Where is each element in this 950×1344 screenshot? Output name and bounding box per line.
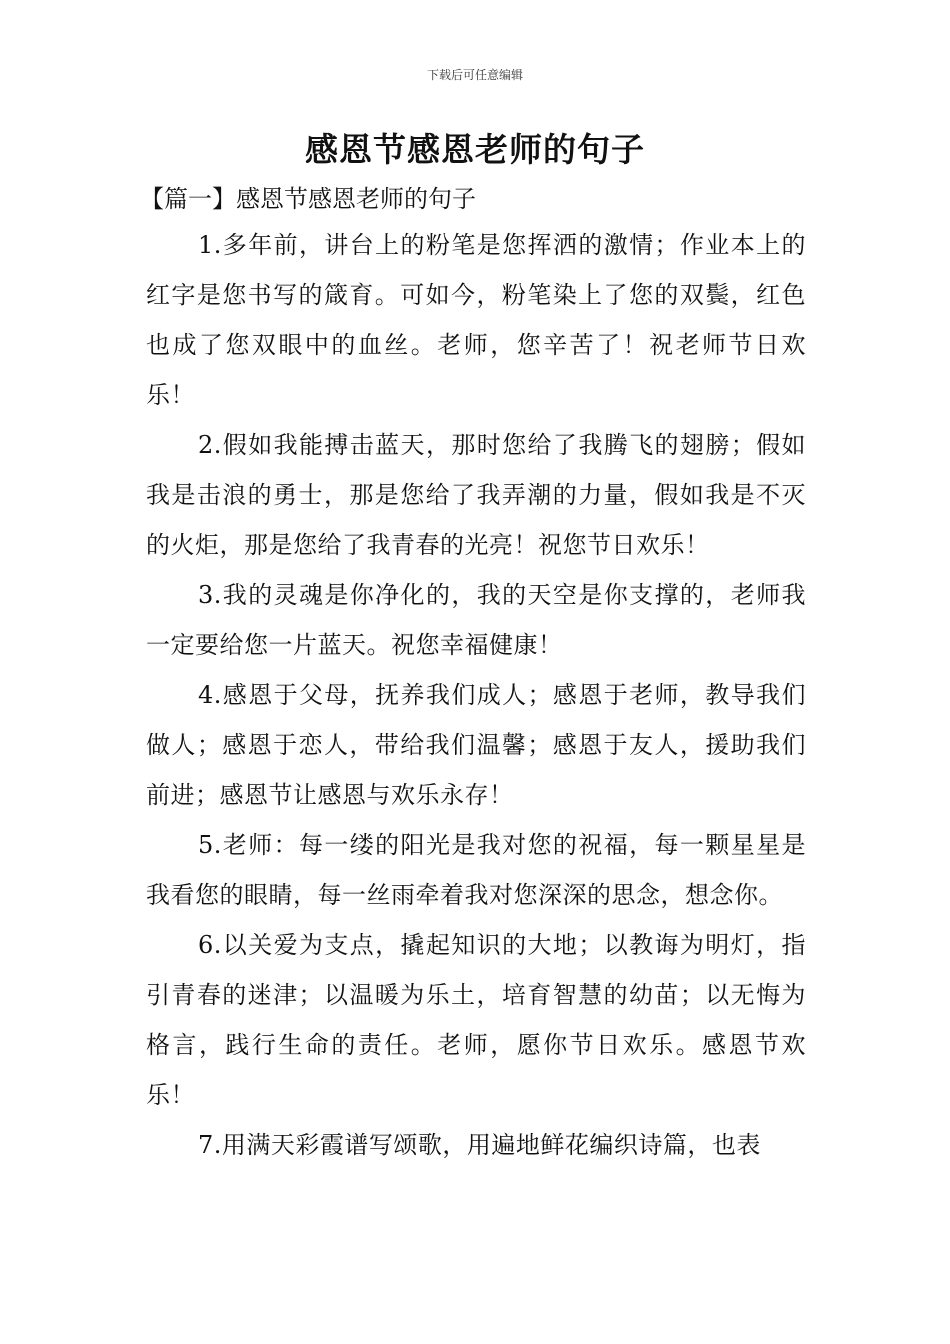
document-title: 感恩节感恩老师的句子 [305,130,645,169]
header-note: 下载后可任意编辑 [426,68,523,82]
paragraph-3: 3.我的灵魂是你净化的，我的天空是你支撑的，老师我一定要给您一片蓝天。祝您幸福健康！ [146,581,806,659]
paragraph-1: 1.多年前，讲台上的粉笔是您挥洒的激情；作业本上的红字是您书写的箴育。可如今，粉笔染上了您的双鬓，红色也成了您双眼中的血丝。老师，您辛苦了！祝老师节日欢乐！ [146,231,806,409]
paragraph-7: 7.用满天彩霞谱写颂歌，用遍地鲜花编织诗篇，也表 [198,1131,761,1159]
paragraph-4: 4.感恩于父母，抚养我们成人；感恩于老师，教导我们做人；感恩于恋人，带给我们温馨；感恩于友人，援助我们前进；感恩节让感恩与欢乐永存！ [146,681,806,809]
paragraph-6: 6.以关爱为支点，撬起知识的大地；以教诲为明灯，指引青春的迷津；以温暖为乐土，培育智慧的幼苗；以无悔为格言，践行生命的责任。老师，愿你节日欢乐。感恩节欢乐！ [146,931,806,1109]
paragraph-2: 2.假如我能搏击蓝天，那时您给了我腾飞的翅膀；假如我是击浪的勇士，那是您给了我弄潮的力量，假如我是不灭的火炬，那是您给了我青春的光亮！祝您节日欢乐！ [146,431,806,559]
section-heading: 【篇一】感恩节感恩老师的句子 [140,185,476,213]
document-body [140,178,806,1170]
paragraph-5: 5.老师：每一缕的阳光是我对您的祝福，每一颗星星是我看您的眼睛，每一丝雨牵着我对您深深的思念，想念你。 [146,831,806,909]
